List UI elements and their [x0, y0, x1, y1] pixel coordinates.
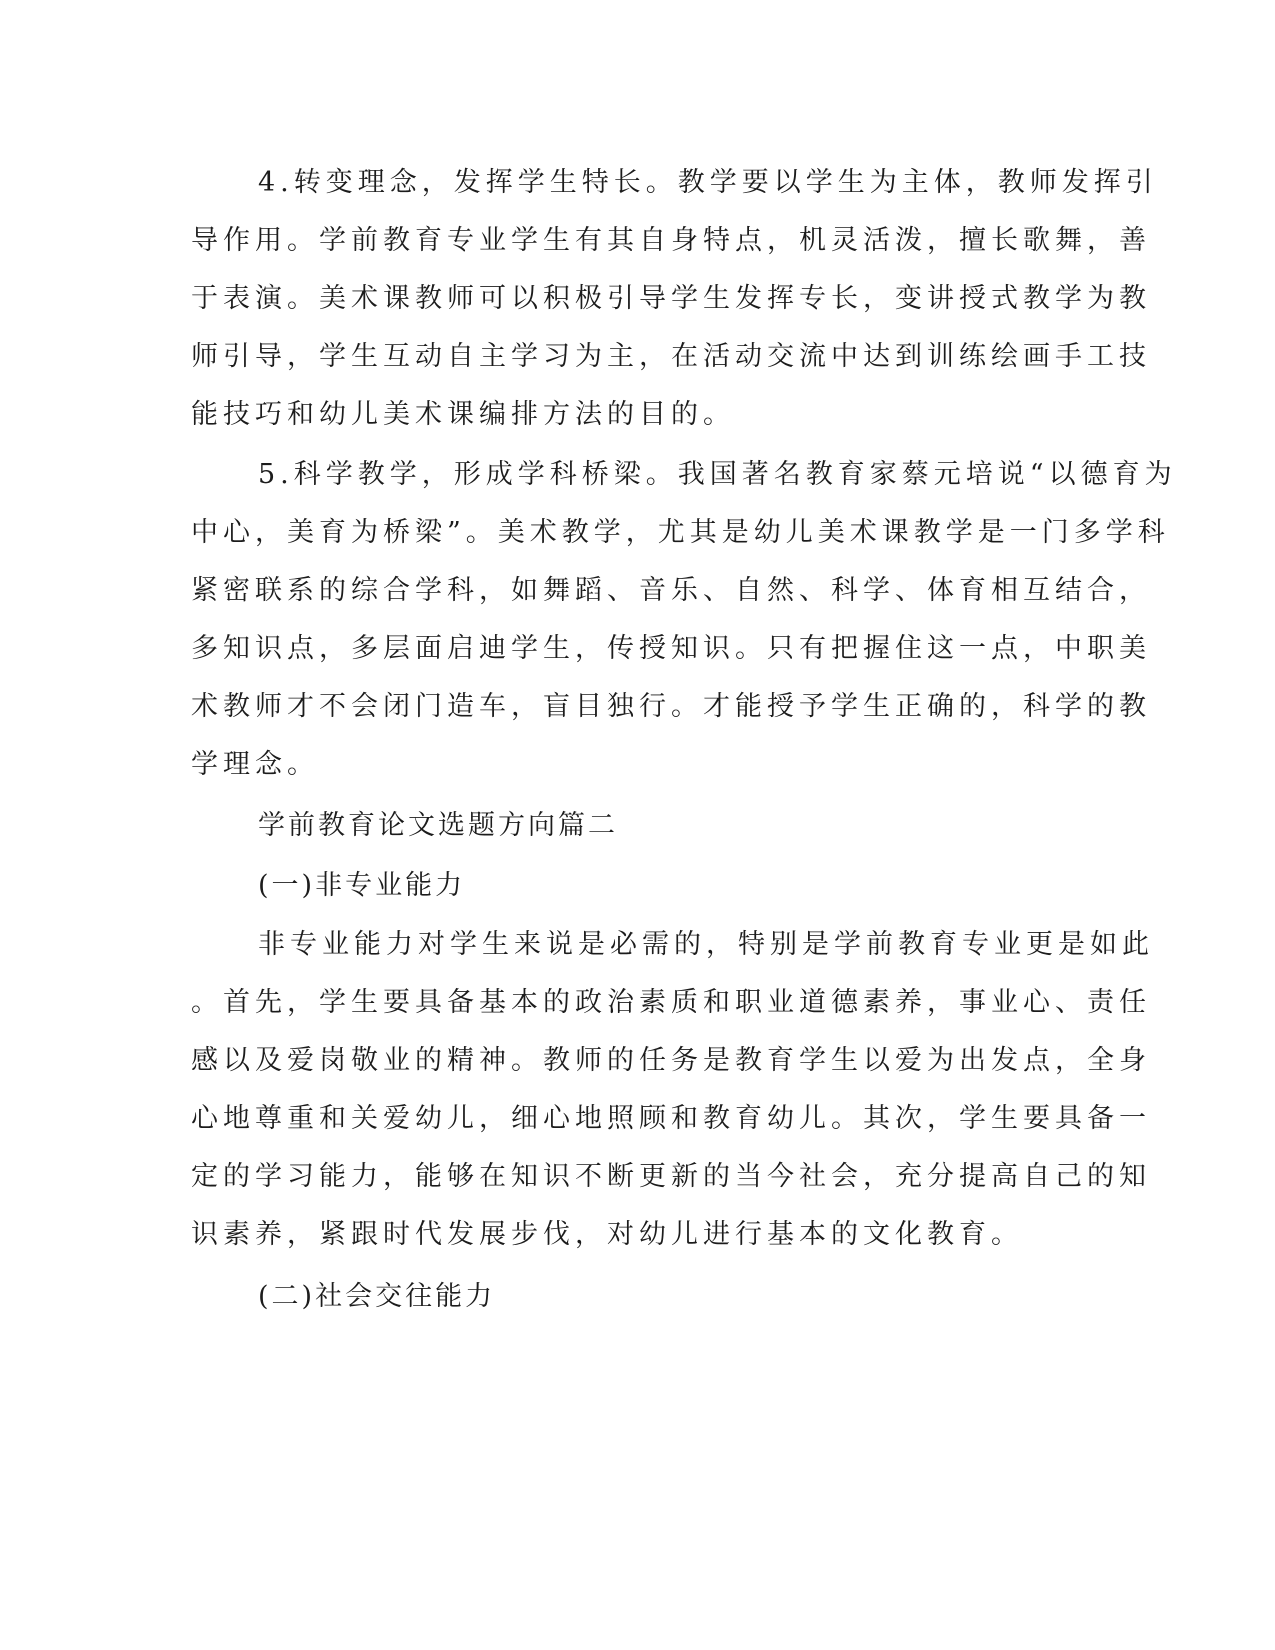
- paragraph-5-line-4: 多知识点，多层面启迪学生，传授知识。只有把握住这一点，中职美: [191, 633, 1151, 664]
- paragraph-5-line-3: 紧密联系的综合学科，如舞蹈、音乐、自然、科学、体育相互结合，: [191, 575, 1151, 606]
- subsection-heading-2: (二)社会交往能力: [258, 1281, 496, 1312]
- paragraph-4-line-4: 师引导，学生互动自主学习为主，在活动交流中达到训练绘画手工技: [191, 341, 1151, 372]
- paragraph-6-line-3: 感以及爱岗敬业的精神。教师的任务是教育学生以爱为出发点，全身: [191, 1045, 1151, 1076]
- paragraph-4-line-5: 能技巧和幼儿美术课编排方法的目的。: [191, 399, 735, 430]
- section-title: 学前教育论文选题方向篇二: [258, 810, 618, 841]
- subsection-heading-1: (一)非专业能力: [258, 870, 466, 901]
- paragraph-6-line-5: 定的学习能力，能够在知识不断更新的当今社会，充分提高自己的知: [191, 1161, 1151, 1192]
- paragraph-6-line-6: 识素养，紧跟时代发展步伐，对幼儿进行基本的文化教育。: [191, 1219, 1023, 1250]
- paragraph-6-line-4: 心地尊重和关爱幼儿，细心地照顾和教育幼儿。其次，学生要具备一: [191, 1103, 1151, 1134]
- paragraph-4-line-1: 4.转变理念，发挥学生特长。教学要以学生为主体，教师发挥引: [258, 167, 1158, 198]
- paragraph-5-line-1: 5.科学教学，形成学科桥梁。我国著名教育家蔡元培说“以德育为: [258, 459, 1177, 490]
- paragraph-6-line-1: 非专业能力对学生来说是必需的，特别是学前教育专业更是如此: [258, 929, 1154, 960]
- paragraph-5-line-6: 学理念。: [191, 749, 319, 780]
- paragraph-6-line-2: 。首先，学生要具备基本的政治素质和职业道德素养，事业心、责任: [191, 987, 1151, 1018]
- paragraph-5-line-2: 中心，美育为桥梁”。美术教学，尤其是幼儿美术课教学是一门多学科: [191, 517, 1170, 548]
- paragraph-5-line-5: 术教师才不会闭门造车，盲目独行。才能授予学生正确的，科学的教: [191, 691, 1151, 722]
- paragraph-4-line-2: 导作用。学前教育专业学生有其自身特点，机灵活泼，擅长歌舞，善: [191, 225, 1151, 256]
- paragraph-4-line-3: 于表演。美术课教师可以积极引导学生发挥专长，变讲授式教学为教: [191, 283, 1151, 314]
